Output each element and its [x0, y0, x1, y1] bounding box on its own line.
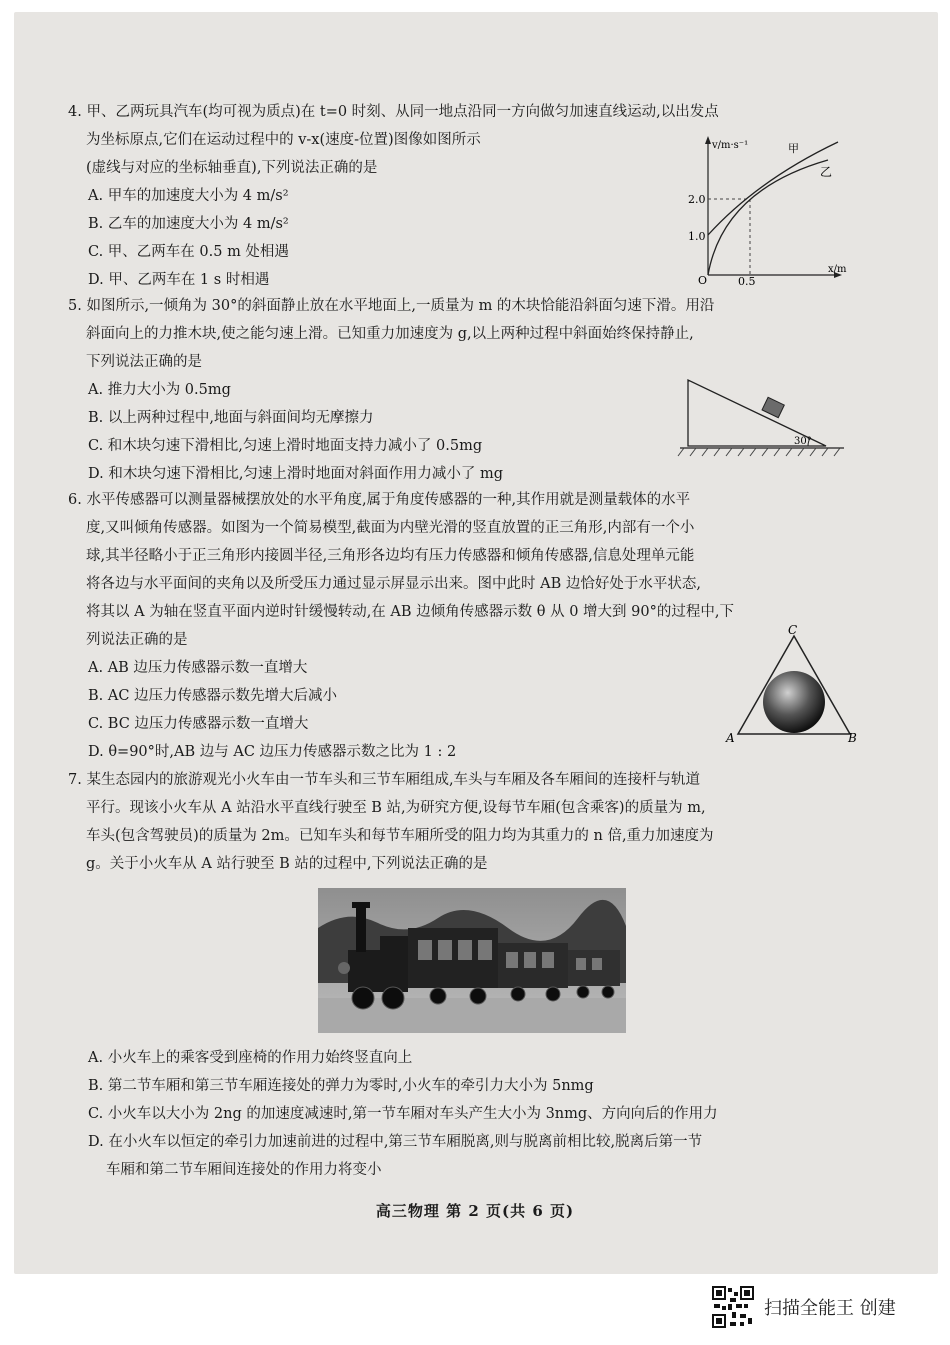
ground-hatching: [678, 448, 840, 456]
q7-option-c: C. 小火车以大小为 2ng 的加速度减速时,第一节车厢对车头产生大小为 3nmg、方向向后的作用力: [88, 1106, 718, 1122]
x-axis-label: x/m: [828, 264, 847, 275]
q5-option-d: D. 和木块匀速下滑相比,匀速上滑时地面对斜面作用力减小了 mg: [88, 466, 504, 482]
train-photo: [318, 888, 626, 1033]
q4-option-a: A. 甲车的加速度大小为 4 m/s²: [88, 188, 289, 204]
q6-option-d: D. θ=90°时,AB 边与 AC 边压力传感器示数之比为 1 : 2: [88, 744, 457, 760]
scanner-watermark: [712, 1286, 896, 1328]
q4-option-d: D. 甲、乙两车在 1 s 时相遇: [88, 272, 270, 288]
q6-line: 将各边与水平面间的夹角以及所受压力通过显示屏显示出来。图中此时 AB 边恰好处于水平状态,: [86, 576, 701, 592]
qr-code-icon: [712, 1286, 754, 1328]
q5-option-c: C. 和木块匀速下滑相比,匀速上滑时地面支持力减小了 0.5mg: [88, 438, 483, 454]
ball: [763, 671, 825, 733]
q6-triangle-figure: [724, 624, 860, 748]
q4-line: 为坐标原点,它们在运动过程中的 v-x(速度-位置)图像如图所示: [86, 132, 481, 148]
q7-option-d: D. 在小火车以恒定的牵引力加速前进的过程中,第三节车厢脱离,则与脱离前相比较,脱离后第一节: [88, 1134, 703, 1150]
q4-line: 4. 甲、乙两玩具汽车(均可视为质点)在 t=0 时刻、从同一地点沿同一方向做匀加速直线运动,以出发点: [68, 104, 719, 120]
q7-option-a: A. 小火车上的乘客受到座椅的作用力始终竖直向上: [88, 1050, 413, 1066]
q4-option-b: B. 乙车的加速度大小为 4 m/s²: [88, 216, 289, 232]
q5-incline-figure: [676, 372, 856, 464]
curve-jia: [708, 142, 838, 235]
y-axis-arrow: [705, 136, 711, 144]
q5-line: 下列说法正确的是: [86, 354, 202, 370]
angle-label: 30°: [794, 436, 812, 447]
curve-yi-label: 乙: [820, 165, 833, 179]
vertex-a-label: A: [726, 731, 735, 745]
q4-line: (虚线与对应的坐标轴垂直),下列说法正确的是: [86, 160, 378, 176]
q7-option-b: B. 第二节车厢和第三节车厢连接处的弹力为零时,小火车的牵引力大小为 5nmg: [88, 1078, 594, 1094]
q7-line: 车头(包含驾驶员)的质量为 2m。已知车头和每节车厢所受的阻力均为其重力的 n 倍,重力加速度为: [86, 828, 714, 844]
q7-line: g。关于小火车从 A 站行驶至 B 站的过程中,下列说法正确的是: [86, 856, 488, 872]
q6-line: 将其以 A 为轴在竖直平面内逆时针缓慢转动,在 AB 边倾角传感器示数 θ 从 0 增大到 90°的过程中,下: [86, 604, 734, 620]
vertex-c-label: C: [788, 624, 798, 637]
q6-line: 列说法正确的是: [86, 632, 188, 648]
scanner-label: 扫描全能王 创建: [764, 1298, 896, 1319]
q6-option-c: C. BC 边压力传感器示数一直增大: [88, 716, 309, 732]
y-tick-1: 1.0: [688, 230, 706, 243]
q4-option-c: C. 甲、乙两车在 0.5 m 处相遇: [88, 244, 289, 260]
q6-option-b: B. AC 边压力传感器示数先增大后减小: [88, 688, 338, 704]
curve-jia-label: 甲: [788, 142, 799, 155]
q7-option-d-cont: 车厢和第二节车厢间连接处的作用力将变小: [106, 1162, 382, 1178]
q5-option-a: A. 推力大小为 0.5mg: [88, 382, 231, 398]
q4-vx-graph: [688, 130, 860, 286]
y-axis-label: v/m·s⁻¹: [712, 140, 749, 151]
question-7: [68, 766, 868, 878]
wood-block: [762, 397, 784, 417]
q6-line: 6. 水平传感器可以测量器械摆放处的水平角度,属于角度传感器的一种,其作用就是测量载体的水平: [68, 492, 691, 508]
x-tick-0.5: 0.5: [738, 275, 756, 286]
q7-line: 平行。现该小火车从 A 站沿水平直线行驶至 B 站,为研究方便,设每节车厢(包含乘客)的质量为 m,: [86, 800, 706, 816]
q6-line: 度,又叫倾角传感器。如图为一个简易模型,截面为内壁光滑的竖直放置的正三角形,内部有一个小: [86, 520, 695, 536]
q6-option-a: A. AB 边压力传感器示数一直增大: [88, 660, 308, 676]
q5-line: 斜面向上的力推木块,使之能匀速上滑。已知重力加速度为 g,以上两种过程中斜面始终保持静止,: [86, 326, 694, 342]
vertex-b-label: B: [848, 731, 857, 745]
question-7-options: [68, 1044, 888, 1184]
page-footer: 高三物理 第 2 页(共 6 页): [375, 1202, 575, 1220]
q6-line: 球,其半径略小于正三角形内接圆半径,三角形各边均有压力传感器和倾角传感器,信息处理单元能: [86, 548, 695, 564]
q7-line: 7. 某生态园内的旅游观光小火车由一节车头和三节车厢组成,车头与车厢及各车厢间的连接杆与轨道: [68, 772, 701, 788]
origin-label: O: [698, 274, 708, 286]
q5-option-b: B. 以上两种过程中,地面与斜面间均无摩擦力: [88, 410, 374, 426]
q5-line: 5. 如图所示,一倾角为 30°的斜面静止放在水平地面上,一质量为 m 的木块恰能沿斜面匀速下滑。用沿: [68, 298, 715, 314]
y-tick-2: 2.0: [688, 193, 706, 206]
